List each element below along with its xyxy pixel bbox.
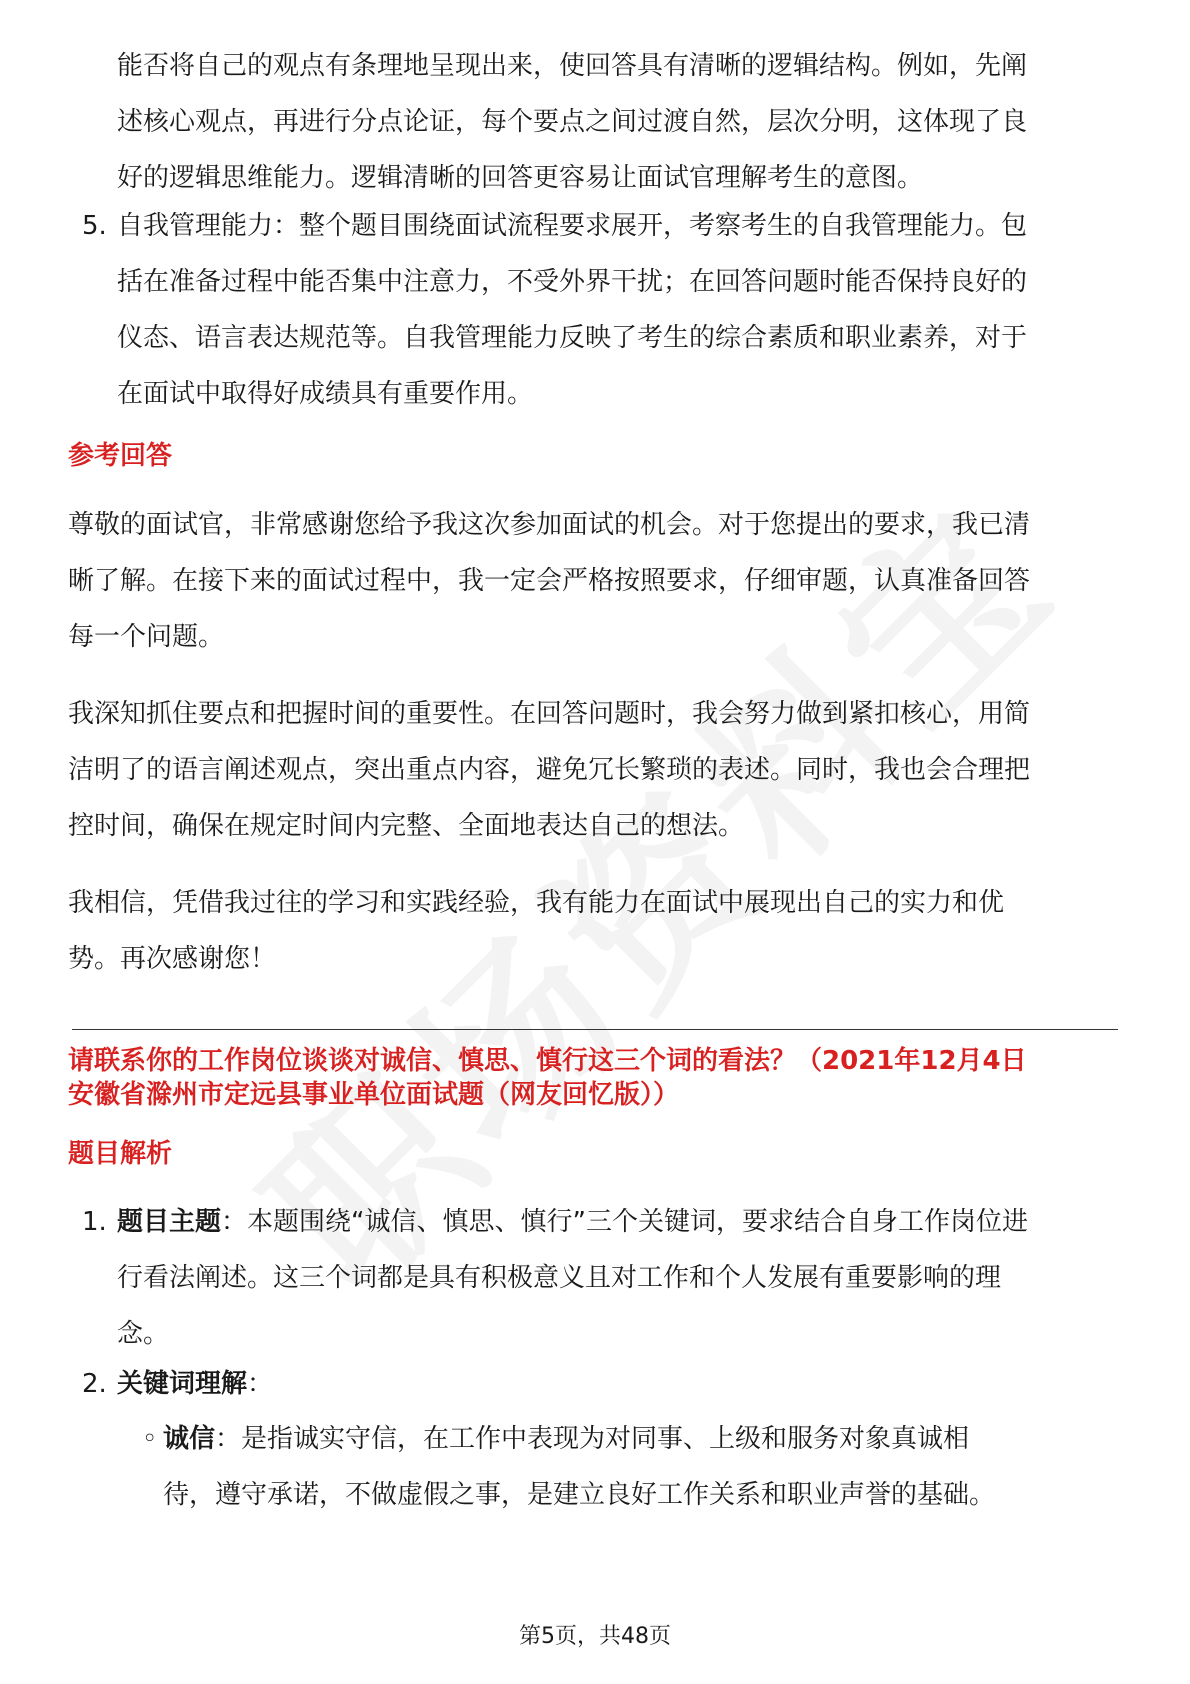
sub-item1-text: ：是指诚实守信，在工作中表现为对同事、上级和服务对象真诚相待，遵守承诺，不做虚假之事，是建立良好工作关系和职业声誉的基础。: [163, 1424, 996, 1510]
analysis-item2-number: 2.: [82, 1369, 107, 1399]
analysis-item1: [117, 1194, 1032, 1362]
item5-text: 自我管理能力：整个题目围绕面试流程要求展开，考察考生的自我管理能力。包括在准备过程中能否集中注意力，不受外界干扰；在回答问题时能否保持良好的仪态、语言表达规范等。自我管理能力反映了考生的综合素质和职业素养，对于在面试中取得好成绩具有重要作用。: [117, 211, 1028, 409]
analysis-item2-label: 关键词理解: [117, 1369, 248, 1399]
analysis-heading: 题目解析: [68, 1139, 173, 1169]
analysis-item1-text: ：本题围绕“诚信、慎思、慎行”三个关键词，要求结合自身工作岗位进行看法阐述。这三个词都是具有积极意义且对工作和个人发展有重要影响的理念。: [117, 1207, 1028, 1349]
analysis-item2: [117, 1356, 1032, 1412]
reference-answer-heading: 参考回答: [68, 441, 173, 471]
item4-continuation: 能否将自己的观点有条理地呈现出来，使回答具有清晰的逻辑结构。例如，先阐述核心观点，再进行分点论证，每个要点之间过渡自然，层次分明，这体现了良好的逻辑思维能力。逻辑清晰的回答更容易让面试官理解考生的意图。: [117, 51, 1028, 193]
answer-paragraph-3: 我相信，凭借我过往的学习和实践经验，我有能力在面试中展现出自己的实力和优势。再次感谢您！: [68, 888, 1005, 974]
answer-paragraph-2: 我深知抓住要点和把握时间的重要性。在回答问题时，我会努力做到紧扣核心，用简洁明了的语言阐述观点，突出重点内容，避免冗长繁琐的表述。同时，我也会合理把控时间，确保在规定时间内完整、全面地表达自己的想法。: [68, 699, 1031, 841]
section-divider: [72, 1029, 1118, 1030]
analysis-item1-number: 1.: [82, 1207, 107, 1237]
item5-number: 5.: [82, 211, 107, 241]
analysis-item2-text: ：: [247, 1369, 274, 1399]
analysis-item1-label: 题目主题: [117, 1207, 222, 1237]
answer-paragraph-1: 尊敬的面试官，非常感谢您给予我这次参加面试的机会。对于您提出的要求，我已清晰了解。在接下来的面试过程中，我一定会严格按照要求，仔细审题，认真准备回答每一个问题。: [68, 510, 1031, 652]
sub-item1: [163, 1411, 1008, 1523]
question-title: 请联系你的工作岗位谈谈对诚信、慎思、慎行这三个词的看法？（2021年12月4日安徽省滁州市定远县事业单位面试题（网友回忆版））: [68, 1046, 1027, 1110]
sub-item1-label: 诚信: [163, 1424, 216, 1454]
page-footer: 第5页，共48页: [519, 1624, 671, 1649]
sub-item1-bullet: ◦: [142, 1424, 158, 1454]
